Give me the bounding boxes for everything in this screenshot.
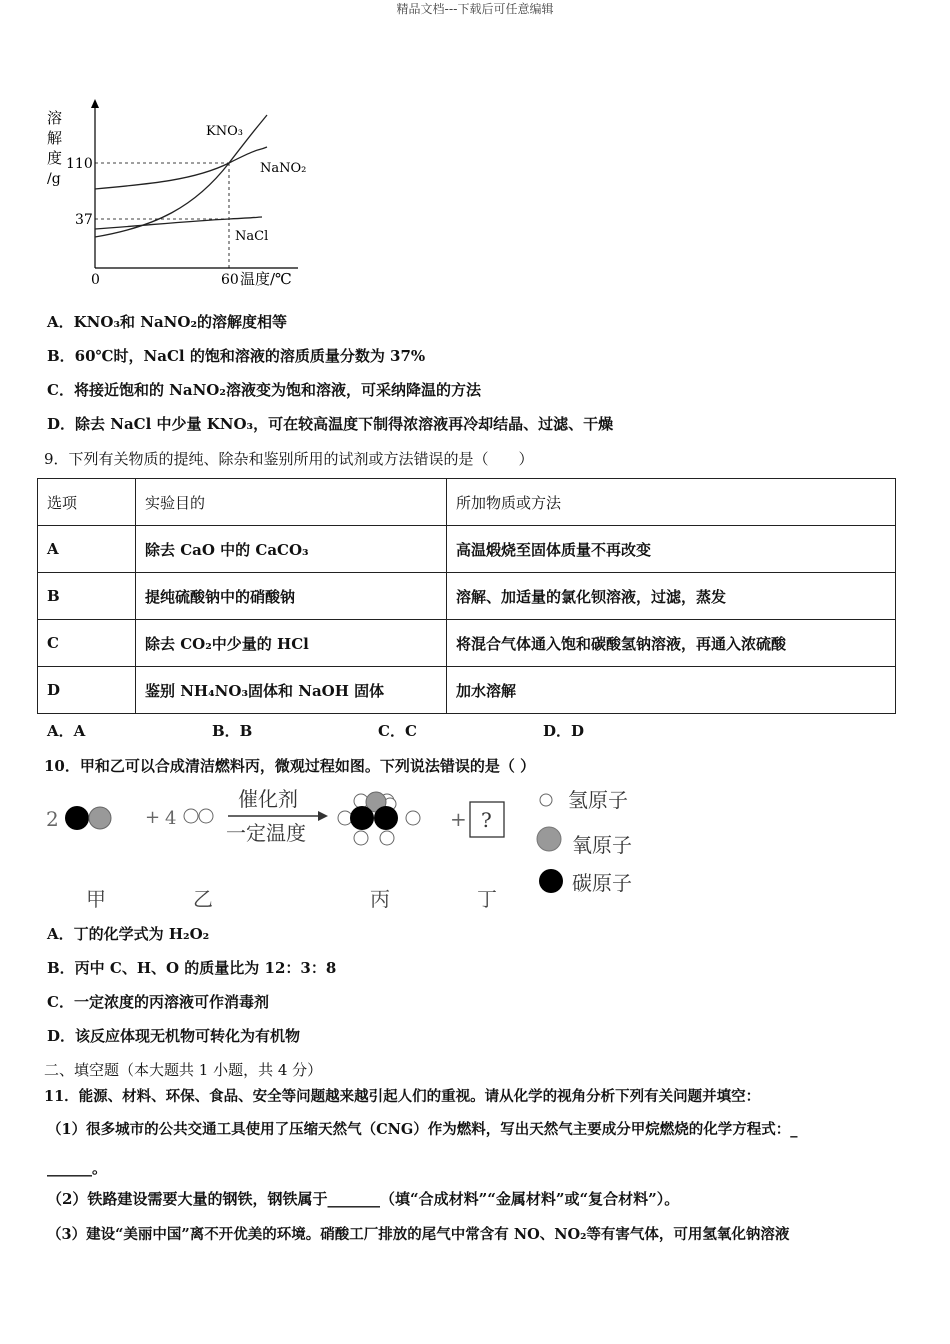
ylabel-char: /g	[47, 171, 61, 187]
label-bing: 丙	[370, 887, 390, 911]
table-cell: 除去 CO₂中少量的 HCl	[136, 620, 447, 667]
series-label-kno3: KNO₃	[206, 124, 243, 139]
y-tick-110: 110	[66, 156, 93, 172]
ylabel-char: 度	[47, 149, 63, 167]
x-tick-60: 60	[221, 272, 239, 288]
q8-option-c: C．将接近饱和的 NaNO₂溶液变为饱和溶液，可采纳降温的方法	[47, 381, 481, 399]
q11-part3: （3）建设“美丽中国”离不开优美的环境。硝酸工厂排放的尾气中常含有 NO、NO₂等有害气体，可用氢氧化钠溶液	[47, 1226, 790, 1243]
q11-part1: （1）很多城市的公共交通工具使用了压缩天然气（CNG）作为燃料，写出天然气主要成分甲烷燃烧的化学方程式：_	[47, 1121, 798, 1138]
legend-hydrogen-icon	[540, 794, 552, 806]
table-cell: 鉴别 NH₄NO₃固体和 NaOH 固体	[136, 667, 447, 714]
q11-part2: （2）铁路建设需要大量的钢铁，钢铁属于_______（填“合成材料”“金属材料”或“复合材料”）。	[47, 1190, 680, 1208]
hydrogen-atom	[184, 809, 198, 823]
solubility-chart	[40, 95, 320, 290]
reaction-arrow-head	[318, 811, 328, 821]
page-header: 精品文档---下载后可任意编辑	[396, 2, 554, 16]
q11-part1-blank: ______。	[47, 1159, 108, 1177]
condition-label: 一定温度	[226, 821, 306, 845]
table-cell: 加水溶解	[447, 667, 896, 714]
q9-stem: 9．下列有关物质的提纯、除杂和鉴别所用的试剂或方法错误的是（ ）	[44, 450, 534, 468]
ylabel-char: 溶	[47, 109, 63, 127]
table-cell: B	[38, 573, 136, 620]
table-cell: 提纯硫酸钠中的硝酸钠	[136, 573, 447, 620]
catalyst-label: 催化剂	[238, 787, 298, 811]
carbon-atom	[65, 806, 89, 830]
section-heading: 二、填空题（本大题共 1 小题，共 4 分）	[44, 1061, 323, 1079]
q9-option: D．D	[543, 722, 585, 740]
series-label-nacl: NaCl	[235, 229, 269, 244]
table-cell: 除去 CaO 中的 CaCO₃	[136, 526, 447, 573]
q8-option-d: D．除去 NaCl 中少量 KNO₃，可在较高温度下制得浓溶液再冷却结晶、过滤、干燥	[47, 415, 614, 433]
reaction-diagram	[40, 782, 660, 917]
legend-carbon: 碳原子	[572, 871, 632, 895]
label-jia: 甲	[86, 887, 106, 911]
q10-option-c: C．一定浓度的丙溶液可作消毒剂	[47, 993, 269, 1011]
table-cell: 将混合气体通入饱和碳酸氢钠溶液，再通入浓硫酸	[447, 620, 896, 667]
table-row	[38, 667, 896, 714]
x-tick-0: 0	[91, 272, 100, 288]
q9-table	[37, 478, 896, 714]
table-header-row	[38, 479, 896, 526]
q8-option-a: A．KNO₃和 NaNO₂的溶解度相等	[47, 313, 288, 331]
hydrogen-atom	[406, 811, 420, 825]
q10-option-b: B．丙中 C、H、O 的质量比为 12：3：8	[47, 959, 337, 977]
coef-jia: 2	[46, 807, 59, 831]
q11-stem: 11．能源、材料、环保、食品、安全等问题越来越引起人们的重视。请从化学的视角分析下列有关问题并填空：	[44, 1088, 761, 1105]
table-row	[38, 620, 896, 667]
label-ding: 丁	[477, 887, 497, 911]
series-label-nano2: NaNO₂	[260, 161, 307, 176]
q9-option: C．C	[378, 722, 417, 740]
table-header: 实验目的	[136, 479, 447, 526]
table-header: 所加物质或方法	[447, 479, 896, 526]
carbon-atom	[374, 806, 398, 830]
table-header: 选项	[38, 479, 136, 526]
q10-stem: 10．甲和乙可以合成清洁燃料丙，微观过程如图。下列说法错误的是（ ）	[44, 757, 536, 775]
table-cell: 溶解、加适量的氯化钡溶液，过滤，蒸发	[447, 573, 896, 620]
table-cell: D	[38, 667, 136, 714]
hydrogen-atom	[380, 831, 394, 845]
q9-option: A．A	[47, 722, 86, 740]
ylabel-char: 解	[47, 129, 63, 147]
table-row	[38, 526, 896, 573]
table-row	[38, 573, 896, 620]
legend-oxygen: 氧原子	[572, 833, 632, 857]
legend-carbon-icon	[539, 869, 563, 893]
q9-option: B．B	[212, 722, 253, 740]
plus-sign: +	[450, 807, 467, 831]
oxygen-atom	[89, 807, 111, 829]
nano2-curve	[95, 147, 267, 189]
table-cell: C	[38, 620, 136, 667]
coef-yi: 4	[165, 808, 177, 829]
legend-oxygen-icon	[537, 827, 561, 851]
carbon-atom	[350, 806, 374, 830]
x-axis-label: 温度/℃	[240, 270, 292, 288]
q10-option-d: D．该反应体现无机物可转化为有机物	[47, 1027, 301, 1045]
hydrogen-atom	[199, 809, 213, 823]
hydrogen-atom	[338, 811, 352, 825]
q10-option-a: A．丁的化学式为 H₂O₂	[47, 925, 210, 943]
legend-hydrogen: 氢原子	[568, 788, 628, 812]
label-yi: 乙	[193, 887, 213, 911]
unknown-mark: ?	[481, 808, 492, 832]
table-cell: A	[38, 526, 136, 573]
q8-option-b: B．60℃时，NaCl 的饱和溶液的溶质质量分数为 37%	[47, 347, 426, 365]
hydrogen-atom	[354, 831, 368, 845]
table-cell: 高温煅烧至固体质量不再改变	[447, 526, 896, 573]
y-axis-arrow	[91, 99, 99, 108]
y-tick-37: 37	[75, 212, 93, 228]
plus-sign: +	[145, 807, 161, 828]
